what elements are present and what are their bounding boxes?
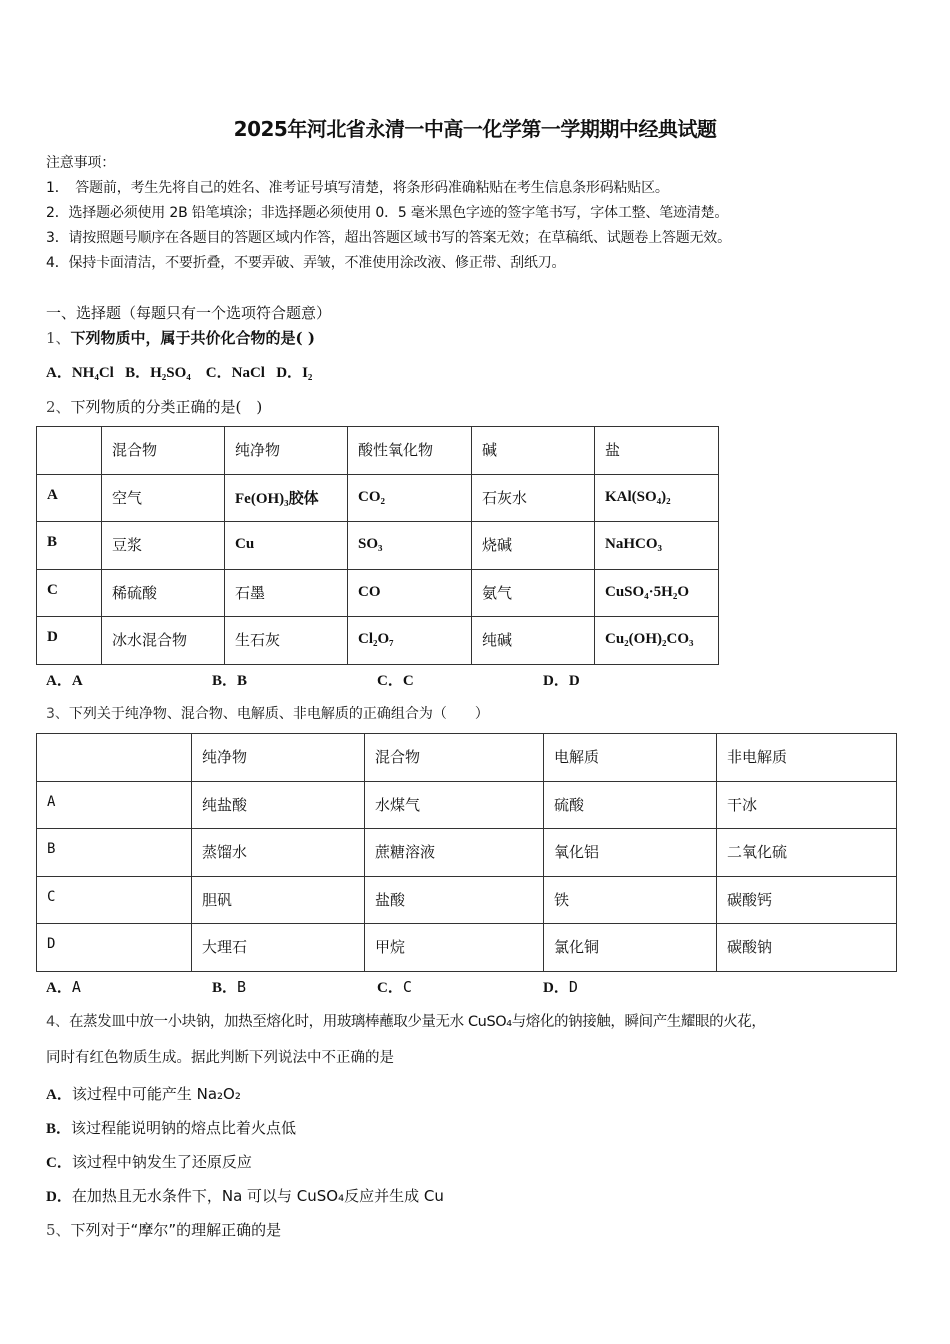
table-cell: 二氧化硫 xyxy=(717,829,897,877)
option-c[interactable]: C．NaCl xyxy=(205,365,265,381)
row-label: C xyxy=(37,876,192,924)
table-cell: 蒸馏水 xyxy=(192,829,365,877)
table-header-cell: 混合物 xyxy=(365,734,544,782)
table-cell: Cl₂O₇ xyxy=(348,617,472,665)
table-cell: 胆矾 xyxy=(192,876,365,924)
question-1 xyxy=(46,327,315,348)
question-3 xyxy=(46,703,489,723)
table-cell: 大理石 xyxy=(192,924,365,972)
table-cell: 水煤气 xyxy=(365,781,544,829)
table-cell: 豆浆 xyxy=(102,522,225,570)
table-cell: 硫酸 xyxy=(544,781,717,829)
table-row xyxy=(37,569,719,617)
table-cell: 生石灰 xyxy=(225,617,348,665)
q3-option-b[interactable]: B．B xyxy=(212,978,247,996)
table-cell: CO₂ xyxy=(348,474,472,522)
table-header-cell xyxy=(37,734,192,782)
notice-item-1: 1． 答题前，考生先将自己的姓名、准考证号填写清楚，将条形码准确粘贴在考生信息条形码粘贴区。 xyxy=(46,180,669,196)
notice-item-3: 3．请按照题号顺序在各题目的答题区域内作答，超出答题区域书写的答案无效；在草稿纸、试题卷上答题无效。 xyxy=(46,230,731,246)
table-cell: 石灰水 xyxy=(472,474,595,522)
option-d[interactable]: D．I₂ xyxy=(276,365,313,381)
table-cell: Cu₂(OH)₂CO₃ xyxy=(595,617,719,665)
table-cell: NaHCO₃ xyxy=(595,522,719,570)
table-cell: 铁 xyxy=(544,876,717,924)
table-row xyxy=(37,924,897,972)
table-cell: 盐酸 xyxy=(365,876,544,924)
q3-classification-table xyxy=(36,733,897,972)
table-cell: 甲烷 xyxy=(365,924,544,972)
q2-option-a[interactable]: A．A xyxy=(46,673,83,689)
table-row xyxy=(37,829,897,877)
table-header-cell: 酸性氧化物 xyxy=(348,427,472,475)
question-5 xyxy=(46,1219,281,1240)
q2-option-b[interactable]: B．B xyxy=(212,673,248,689)
table-cell: CuSO₄·5H₂O xyxy=(595,569,719,617)
question-number: 2、 xyxy=(46,398,71,416)
table-header-cell: 电解质 xyxy=(544,734,717,782)
question-4 xyxy=(46,1010,766,1031)
q4-option-d[interactable]: D．在加热且无水条件下，Na 可以与 CuSO₄反应并生成 Cu xyxy=(46,1187,444,1205)
question-number: 4、 xyxy=(46,1014,69,1030)
q3-option-c[interactable]: C．C xyxy=(377,978,412,996)
table-row xyxy=(37,522,719,570)
table-cell: 氧化铝 xyxy=(544,829,717,877)
question-number: 5、 xyxy=(46,1221,71,1239)
row-label: A xyxy=(37,474,102,522)
notice-item-4: 4．保持卡面清洁，不要折叠，不要弄破、弄皱，不准使用涂改液、修正带、刮纸刀。 xyxy=(46,255,566,271)
table-cell: KAl(SO₄)₂ xyxy=(595,474,719,522)
table-cell: 烧碱 xyxy=(472,522,595,570)
q3-option-d[interactable]: D．D xyxy=(543,978,578,996)
question-number: 3、 xyxy=(46,706,69,722)
table-cell: 石墨 xyxy=(225,569,348,617)
table-header-cell: 盐 xyxy=(595,427,719,475)
table-row xyxy=(37,617,719,665)
section-heading: 一、选择题（每题只有一个选项符合题意） xyxy=(46,304,332,322)
option-a[interactable]: A．NH₄Cl xyxy=(46,365,114,381)
table-cell: 氯化铜 xyxy=(544,924,717,972)
question-stem: 下列物质的分类正确的是( ) xyxy=(70,398,263,416)
table-header-row xyxy=(37,427,719,475)
table-cell: Cu xyxy=(225,522,348,570)
table-cell: 纯碱 xyxy=(472,617,595,665)
table-cell: SO₃ xyxy=(348,522,472,570)
row-label: C xyxy=(37,569,102,617)
q2-option-d[interactable]: D．D xyxy=(543,673,580,689)
question-stem: 下列对于“摩尔”的理解正确的是 xyxy=(70,1221,282,1239)
question-2 xyxy=(46,396,262,417)
table-row xyxy=(37,781,897,829)
option-b[interactable]: B．H₂SO₄ xyxy=(125,365,191,381)
question-stem: 下列关于纯净物、混合物、电解质、非电解质的正确组合为（ ） xyxy=(68,706,489,722)
row-label: D xyxy=(37,924,192,972)
table-header-row xyxy=(37,734,897,782)
table-cell: 蔗糖溶液 xyxy=(365,829,544,877)
q3-option-a[interactable]: A．A xyxy=(46,978,81,996)
q4-option-c[interactable]: C．该过程中钠发生了还原反应 xyxy=(46,1153,252,1171)
row-label: B xyxy=(37,522,102,570)
table-header-cell: 纯净物 xyxy=(192,734,365,782)
table-header-cell xyxy=(37,427,102,475)
table-header-cell: 混合物 xyxy=(102,427,225,475)
q1-options xyxy=(46,361,312,382)
q2-classification-table xyxy=(36,426,719,665)
table-header-cell: 碱 xyxy=(472,427,595,475)
table-cell: 冰水混合物 xyxy=(102,617,225,665)
table-cell: 碳酸钙 xyxy=(717,876,897,924)
question-stem: 下列物质中，属于共价化合物的是( ) xyxy=(70,329,315,347)
table-row xyxy=(37,474,719,522)
table-cell: 碳酸钠 xyxy=(717,924,897,972)
q4-option-b[interactable]: B．该过程能说明钠的熔点比着火点低 xyxy=(46,1119,297,1137)
notice-heading: 注意事项： xyxy=(46,155,115,171)
question-4-line2: 同时有红色物质生成。据此判断下列说法中不正确的是 xyxy=(46,1050,394,1066)
table-cell: 空气 xyxy=(102,474,225,522)
table-cell: 纯盐酸 xyxy=(192,781,365,829)
q4-option-a[interactable]: A．该过程中可能产生 Na₂O₂ xyxy=(46,1085,241,1103)
table-cell: Fe(OH)₃胶体 xyxy=(225,474,348,522)
page-title: 2025年河北省永清一中高一化学第一学期期中经典试题 xyxy=(233,117,717,141)
table-header-cell: 纯净物 xyxy=(225,427,348,475)
q2-option-c[interactable]: C．C xyxy=(377,673,414,689)
table-cell: 氨气 xyxy=(472,569,595,617)
row-label: B xyxy=(37,829,192,877)
row-label: D xyxy=(37,617,102,665)
row-label: A xyxy=(37,781,192,829)
table-row xyxy=(37,876,897,924)
table-header-cell: 非电解质 xyxy=(717,734,897,782)
notice-item-2: 2．选择题必须使用 2B 铅笔填涂；非选择题必须使用 0．5 毫米黑色字迹的签字笔书写，字体工整、笔迹清楚。 xyxy=(46,205,729,221)
table-cell: CO xyxy=(348,569,472,617)
question-stem-line1: 在蒸发皿中放一小块钠，加热至熔化时，用玻璃棒蘸取少量无水 CuSO₄与熔化的钠接触，瞬间产生耀眼的火花， xyxy=(68,1014,766,1030)
table-cell: 干冰 xyxy=(717,781,897,829)
question-number: 1、 xyxy=(46,329,71,347)
table-cell: 稀硫酸 xyxy=(102,569,225,617)
